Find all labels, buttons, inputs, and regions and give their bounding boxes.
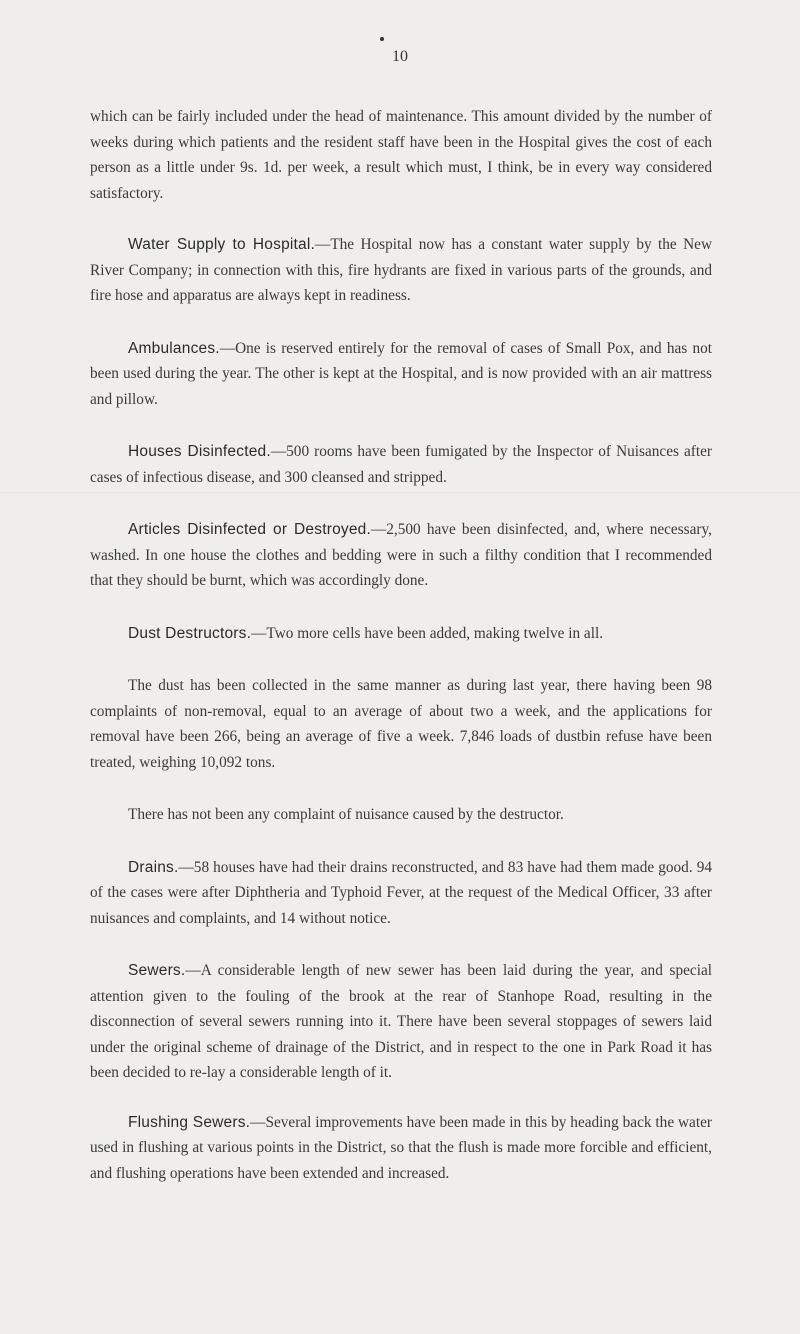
paragraph-ambulances bbox=[90, 336, 712, 413]
paragraph-dust-destructors bbox=[90, 621, 712, 647]
paragraph-dust-collection-text: The dust has been collected in the same manner as during last year, there having been 98 complaints of non-removal, equal to an average of about two a week, and the applications for removal have been 266, being an average of five a week. 7,846 loads of dustbin refuse have been treated, weighing 10,092 tons. bbox=[90, 677, 712, 771]
paragraph-water-supply bbox=[90, 232, 712, 309]
heading-flushing-sewers: Flushing Sewers. bbox=[128, 1113, 251, 1131]
paragraph-houses-disinfected-text: —500 rooms have been fumigated by the Inspector of Nuisances after cases of infectious disease, and 300 cleansed and stripped. bbox=[90, 443, 712, 486]
paragraph-nuisance-text: There has not been any complaint of nuisance caused by the destructor. bbox=[128, 806, 564, 823]
paragraph-houses-disinfected bbox=[90, 439, 712, 490]
paragraph-dust-destructors-text: —Two more cells have been added, making twelve in all. bbox=[251, 624, 604, 642]
heading-articles-disinfected: Articles Disinfected or Destroyed. bbox=[128, 521, 371, 538]
heading-drains: Drains. bbox=[128, 858, 179, 876]
page-number: 10 bbox=[392, 48, 408, 65]
paragraph-nuisance bbox=[90, 802, 712, 828]
paragraph-flushing-sewers bbox=[90, 1110, 712, 1187]
paragraph-ambulances-text: —One is reserved entirely for the removal of cases of Small Pox, and has not been used during the year. The other is kept at the Hospital, and is now provided with an air mattress and pillow. bbox=[90, 339, 712, 408]
paragraph-flushing-sewers-text: —Several improvements have been made in this by heading back the water used in flushing at various points in the District, so that the flush is made more forcible and efficient, and flushing operations have been extended and increased. bbox=[90, 1113, 712, 1182]
ink-speck bbox=[380, 37, 384, 41]
heading-ambulances: Ambulances. bbox=[128, 339, 220, 357]
paragraph-dust-collection bbox=[90, 673, 712, 775]
heading-houses-disinfected: Houses Disinfected. bbox=[128, 443, 271, 460]
paragraph-drains bbox=[90, 855, 712, 932]
document-body bbox=[90, 104, 712, 1213]
paragraph-articles-disinfected bbox=[90, 517, 712, 594]
paragraph-water-supply-text: —The Hospital now has a constant water supply by the New River Company; in connection with this, fire hydrants are fixed in various parts of the grounds, and fire hose and apparatus are always kept in readiness. bbox=[90, 236, 712, 304]
paragraph-maintenance-text: which can be fairly included under the head of maintenance. This amount divided by the number of weeks during which patients and the resident staff have been in the Hospital gives the cost of each person as a little under 9s. 1d. per week, a result which must, I think, be in every way considered satisfactory. bbox=[90, 108, 712, 202]
paragraph-articles-disinfected-text: —2,500 have been disinfected, and, where necessary, washed. In one house the clothes and bedding were in such a filthy condition that I recommended that they should be burnt, which was accordingly done. bbox=[90, 521, 712, 589]
paragraph-drains-text: —58 houses have had their drains reconstructed, and 83 have had them made good. 94 of the cases were after Diphtheria and Typhoid Fever, at the request of the Medical Officer, 33 after nuisances and complaints, and 14 without notice. bbox=[90, 858, 712, 927]
paragraph-maintenance bbox=[90, 104, 712, 206]
heading-water-supply: Water Supply to Hospital. bbox=[128, 236, 316, 253]
paragraph-sewers bbox=[90, 958, 712, 1086]
heading-dust-destructors: Dust Destructors. bbox=[128, 624, 252, 642]
heading-sewers: Sewers. bbox=[128, 962, 186, 979]
paragraph-sewers-text: —A considerable length of new sewer has been laid during the year, and special attention given to the fouling of the brook at the rear of Stanhope Road, resulting in the disconnection of several sewers running into it. There have been several stoppages of sewers laid under the original scheme of drainage of the District, and in respect to the one in Park Road it has been decided to re-lay a considerable length of it. bbox=[90, 962, 712, 1081]
